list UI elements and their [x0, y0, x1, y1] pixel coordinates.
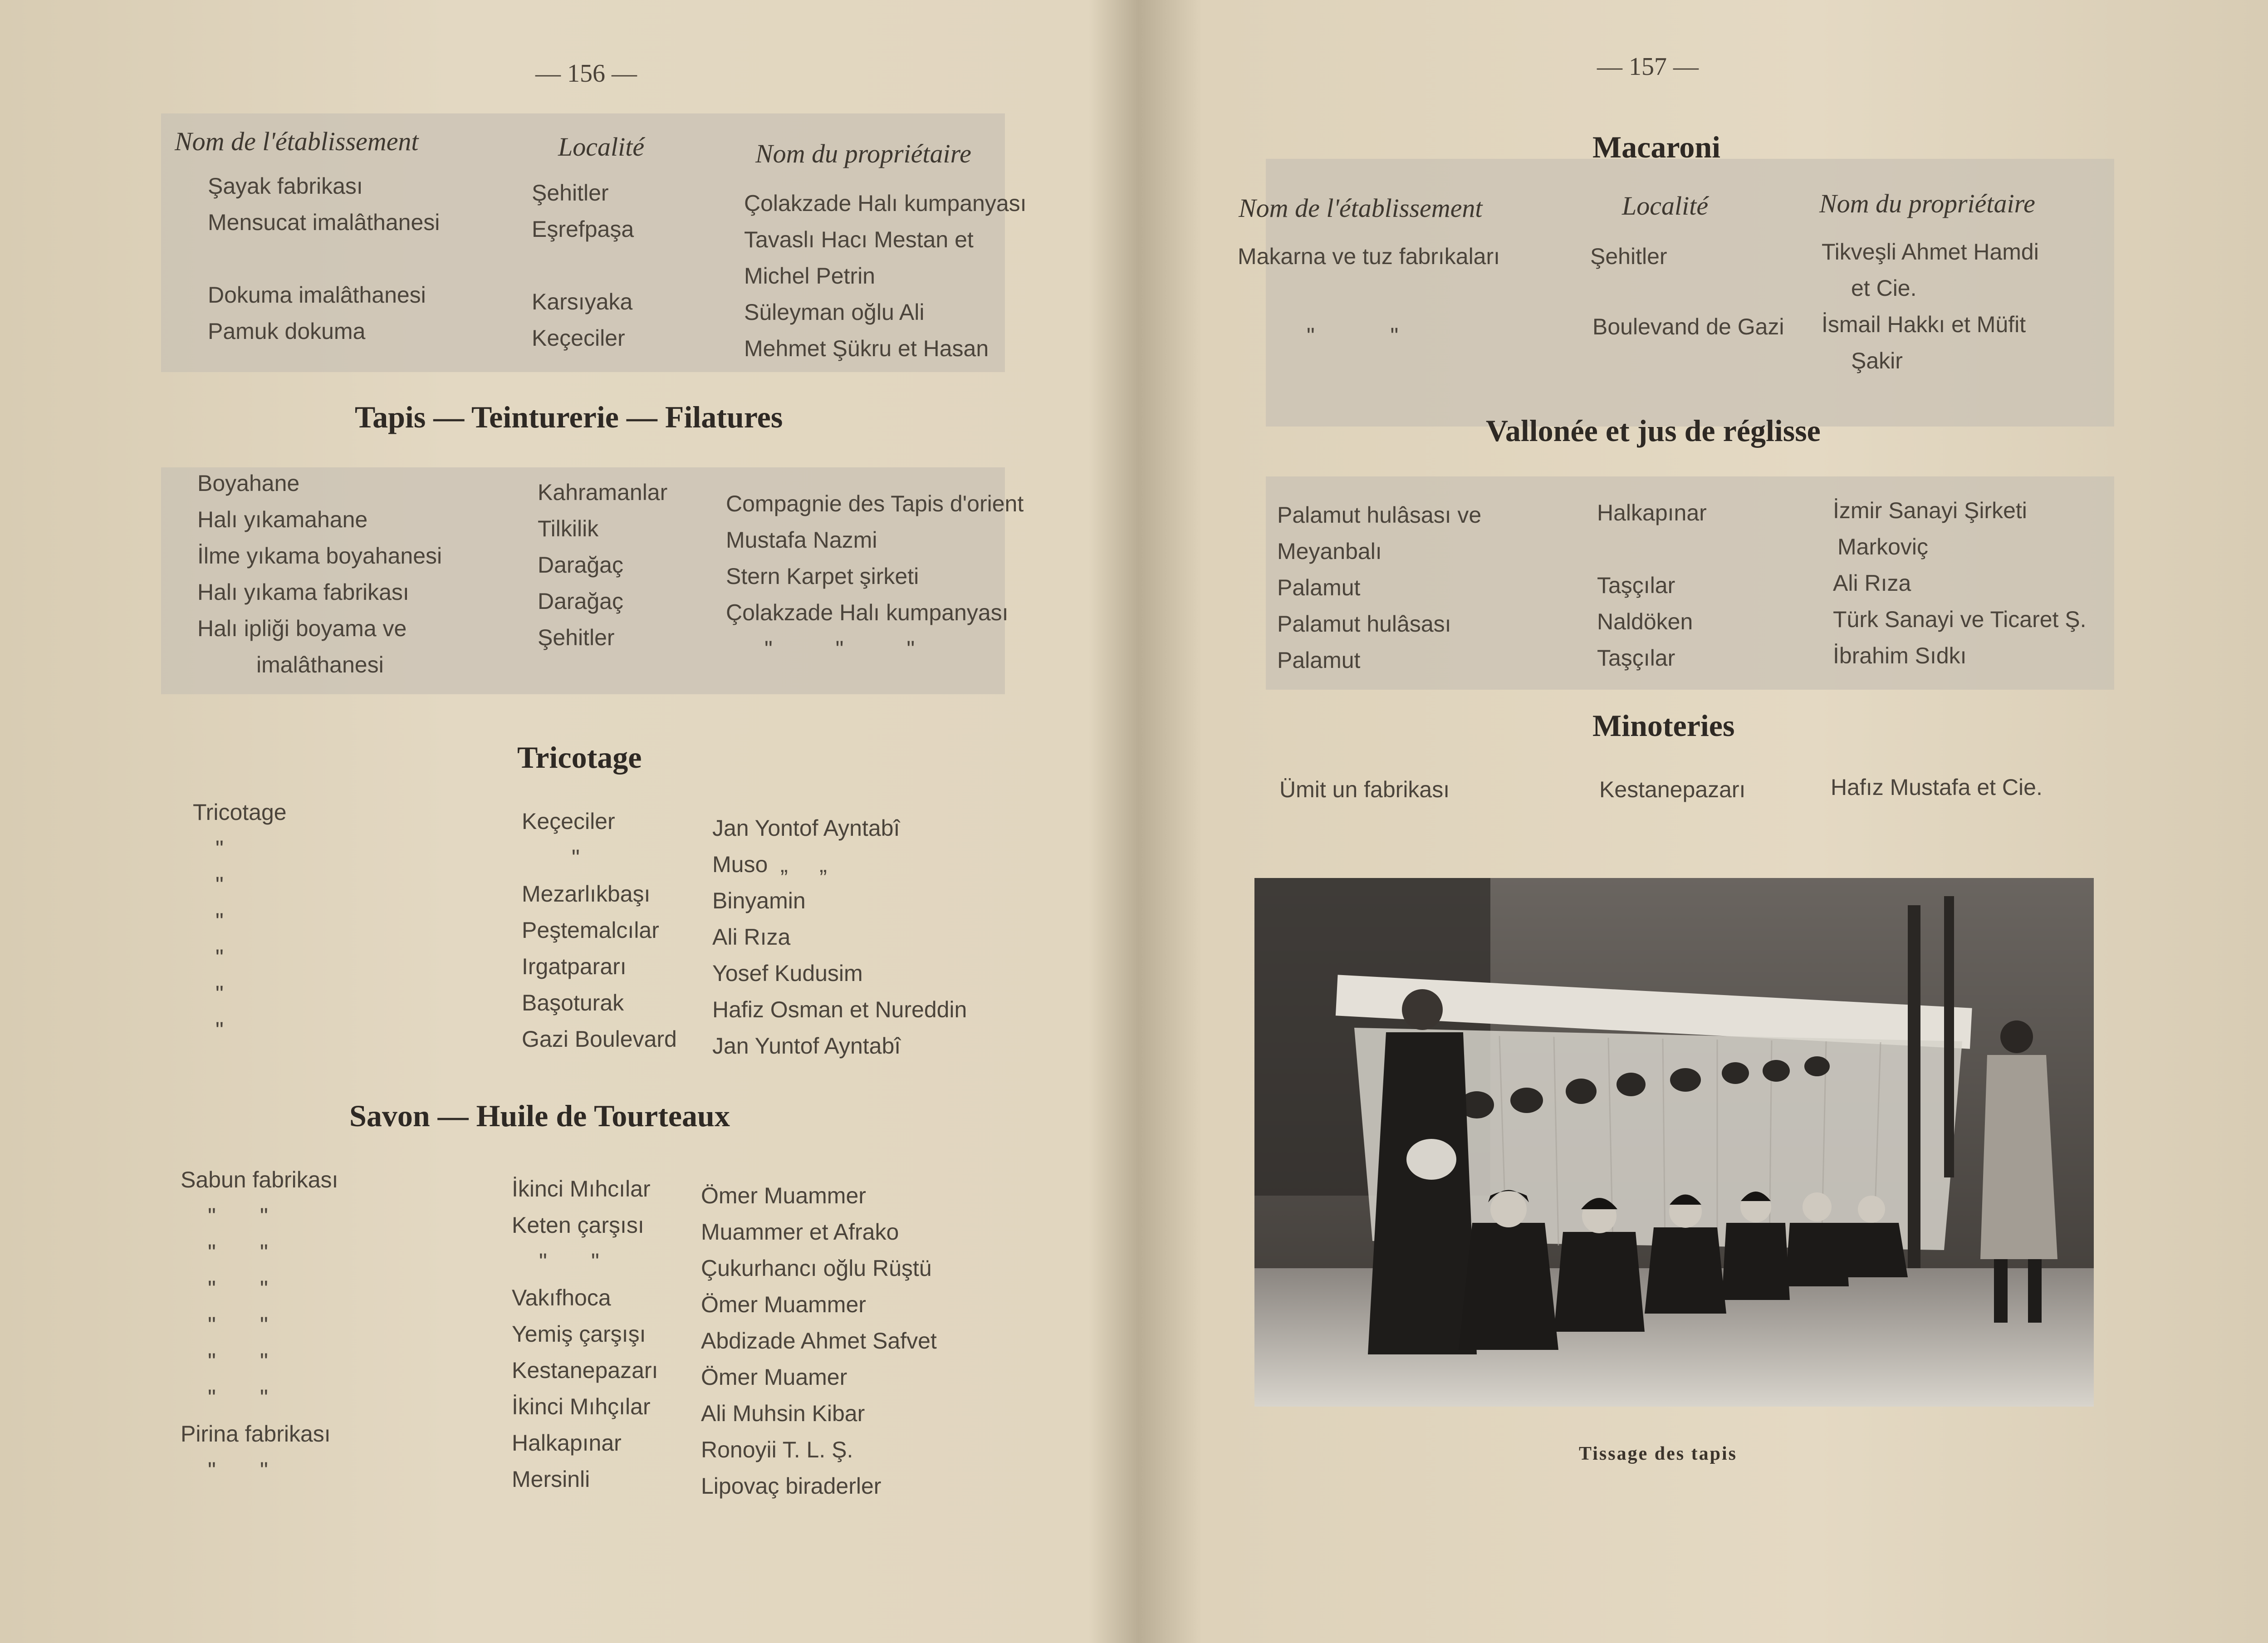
list-item: " " " [764, 636, 915, 662]
photo-illustration [1254, 878, 2094, 1407]
macaroni-locality: Boulevand de Gazi [1592, 314, 1784, 339]
page-number-left: — 156 — [535, 59, 637, 88]
list-item: Meyanbalı [1277, 539, 1382, 564]
list-item: " " [208, 1349, 268, 1374]
list-item: Abdizade Ahmet Safvet [701, 1328, 937, 1354]
list-item: Mersinli [512, 1466, 590, 1492]
list-item: Ömer Muamer [701, 1364, 847, 1390]
list-item: Mustafa Nazmi [726, 527, 877, 553]
list-item: " [216, 836, 224, 861]
list-item: imalâthanesi [256, 652, 384, 677]
list-item: Tikveşli Ahmet Hamdi [1822, 239, 2039, 265]
list-item: Çolakzade Halı kumpanyası [744, 191, 1027, 216]
list-item: Keçeciler [532, 325, 625, 351]
minoteries-name: Ümit un fabrikası [1279, 777, 1450, 802]
list-item: Markoviç [1837, 534, 1929, 559]
tapis-owners-column [726, 486, 1024, 667]
savon-owners-column [701, 1177, 937, 1504]
tricotage-owners-column [712, 810, 967, 1064]
list-item: Ronoyii T. L. Ş. [701, 1437, 853, 1462]
list-item: Jan Yontof Ayntabî [712, 815, 900, 841]
list-item: Keten çarşısı [512, 1212, 644, 1238]
list-item: Halı ipliği boyama ve [197, 616, 407, 641]
header-etablissement: Nom de l'établissement [175, 127, 419, 156]
list-item: Halı yıkamahane [197, 507, 368, 532]
list-item: Boyahane [197, 471, 300, 496]
page-number-right: — 157 — [1597, 53, 1699, 81]
tapis-localities-column [538, 474, 667, 656]
top-owners-column [744, 185, 1027, 367]
header-localite: Localité [1622, 191, 1709, 221]
list-item: Tilkilik [538, 516, 599, 541]
list-item: Çukurhancı oğlu Rüştü [701, 1256, 932, 1281]
vallonee-names-column [1277, 497, 1481, 678]
list-item: Vakıfhoca [512, 1285, 611, 1310]
top-localities-column [532, 175, 634, 356]
list-item: Karsıyaka [532, 289, 633, 314]
tapis-names-column [197, 465, 442, 683]
list-item: " " [208, 1240, 268, 1265]
tricotage-localities-column [522, 803, 677, 1057]
list-item: Dokuma imalâthanesi [208, 282, 426, 308]
list-item: Mezarlıkbaşı [522, 881, 651, 907]
carpet-weaving-photo [1254, 878, 2094, 1407]
list-item: Şehitler [532, 180, 609, 206]
macaroni-name: Makarna ve tuz fabrıkaları [1238, 244, 1500, 269]
vallonee-owners-column [1833, 492, 2087, 674]
list-item: et Cie. [1851, 275, 1917, 301]
list-item: Keçeciler [522, 809, 615, 834]
list-item: Halkapınar [512, 1430, 622, 1456]
list-item: Michel Petrin [744, 263, 875, 289]
tricotage-names-column [193, 794, 287, 1048]
list-item: " [216, 1017, 224, 1043]
section-title-tricotage: Tricotage [517, 740, 642, 775]
macaroni-owners-column [1822, 234, 2039, 379]
list-item: Pirina fabrikası [181, 1421, 331, 1447]
list-item: Ali Rıza [1833, 570, 1911, 596]
list-item: Palamut [1277, 647, 1361, 673]
list-item: " " [208, 1312, 268, 1338]
section-title-savon: Savon — Huile de Tourteaux [349, 1099, 730, 1133]
section-title-vallonee: Vallonée et jus de réglisse [1486, 413, 1821, 448]
list-item: İbrahim Sıdkı [1833, 643, 1967, 668]
list-item: " " [539, 1249, 599, 1274]
list-item: Eşrefpaşa [532, 216, 634, 242]
list-item: " [572, 845, 580, 870]
section-title-macaroni: Macaroni [1592, 130, 1721, 164]
list-item: Gazi Boulevard [522, 1026, 677, 1052]
list-item: Pamuk dokuma [208, 319, 366, 344]
list-item: Halı yıkama fabrikası [197, 579, 409, 605]
list-item: " " [208, 1385, 268, 1410]
list-item: " " [208, 1203, 268, 1229]
list-item: Jan Yuntof Ayntabî [712, 1033, 901, 1059]
list-item: " [216, 908, 224, 934]
list-item: Yemiş çarşışı [512, 1321, 646, 1347]
list-item: Çolakzade Halı kumpanyası [726, 600, 1009, 625]
list-item: Binyamin [712, 888, 806, 913]
header-etablissement: Nom de l'établissement [1239, 193, 1483, 223]
list-item: Ömer Muammer [701, 1183, 866, 1208]
top-names-column [208, 168, 440, 349]
minoteries-locality: Kestanepazarı [1599, 777, 1746, 802]
list-item: Ali Rıza [712, 924, 791, 950]
list-item: İzmir Sanayi Şirketi [1833, 498, 2027, 523]
list-item: Kahramanlar [538, 480, 668, 505]
list-item: İkinci Mıhçılar [512, 1394, 651, 1419]
list-item: Muammer et Afrako [701, 1219, 899, 1245]
list-item: " [216, 872, 224, 898]
list-item: Darağaç [538, 589, 623, 614]
list-item: Irgatpararı [522, 954, 627, 979]
list-item: Tricotage [193, 799, 287, 825]
macaroni-name-ditto: " " [1307, 323, 1399, 348]
list-item: Taşçılar [1597, 573, 1675, 598]
savon-localities-column [512, 1171, 658, 1497]
list-item: " [216, 945, 224, 970]
list-item: Peştemalcılar [522, 917, 659, 943]
section-title-minoteries: Minoteries [1592, 708, 1735, 743]
list-item: Süleyman oğlu Ali [744, 299, 925, 325]
list-item: Sabun fabrikası [181, 1167, 338, 1192]
list-item: Ömer Muammer [701, 1292, 866, 1317]
header-proprietaire: Nom du propriétaire [755, 139, 971, 168]
list-item: Stern Karpet şirketi [726, 564, 919, 589]
list-item: Halkapınar [1597, 500, 1707, 525]
list-item: İsmail Hakkı et Müfit [1822, 312, 2026, 337]
header-proprietaire: Nom du propriétaire [1819, 189, 2035, 218]
list-item: Tavaslı Hacı Mestan et [744, 227, 974, 252]
list-item: Muso „ „ [712, 852, 827, 877]
list-item: Başoturak [522, 990, 624, 1015]
list-item: Mensucat imalâthanesi [208, 210, 440, 235]
list-item: Palamut [1277, 575, 1361, 600]
list-item: Palamut hulâsası [1277, 611, 1451, 637]
list-item: Darağaç [538, 552, 623, 578]
list-item: Hafiz Osman et Nureddin [712, 997, 967, 1022]
list-item: Şayak fabrikası [208, 173, 363, 199]
list-item: Taşçılar [1597, 645, 1675, 671]
list-item: Türk Sanayi ve Ticaret Ş. [1833, 607, 2087, 632]
list-item: Şehitler [538, 625, 615, 650]
list-item: " " [208, 1276, 268, 1301]
list-item: Mehmet Şükru et Hasan [744, 336, 989, 361]
photo-caption: Tissage des tapis [1579, 1443, 1737, 1464]
list-item: Naldöken [1597, 609, 1693, 634]
savon-names-column [181, 1162, 338, 1488]
list-item: Yosef Kudusim [712, 961, 863, 986]
macaroni-locality: Şehitler [1590, 244, 1667, 269]
list-item: Compagnie des Tapis d'orient [726, 491, 1024, 516]
list-item: Ali Muhsin Kibar [701, 1401, 865, 1426]
list-item: Lipovaç biraderler [701, 1473, 882, 1499]
header-localite: Localité [558, 132, 645, 162]
list-item: " " [208, 1457, 268, 1483]
list-item: Şakir [1851, 348, 1903, 373]
vallonee-localities-column [1597, 495, 1707, 676]
list-item: İkinci Mıhcılar [512, 1176, 651, 1202]
list-item: Kestanepazarı [512, 1358, 658, 1383]
minoteries-owner: Hafız Mustafa et Cie. [1831, 775, 2043, 800]
list-item: " [216, 981, 224, 1006]
list-item: Palamut hulâsası ve [1277, 502, 1482, 528]
section-title-tapis: Tapis — Teinturerie — Filatures [355, 400, 783, 434]
list-item: İlme yıkama boyahanesi [197, 543, 442, 569]
